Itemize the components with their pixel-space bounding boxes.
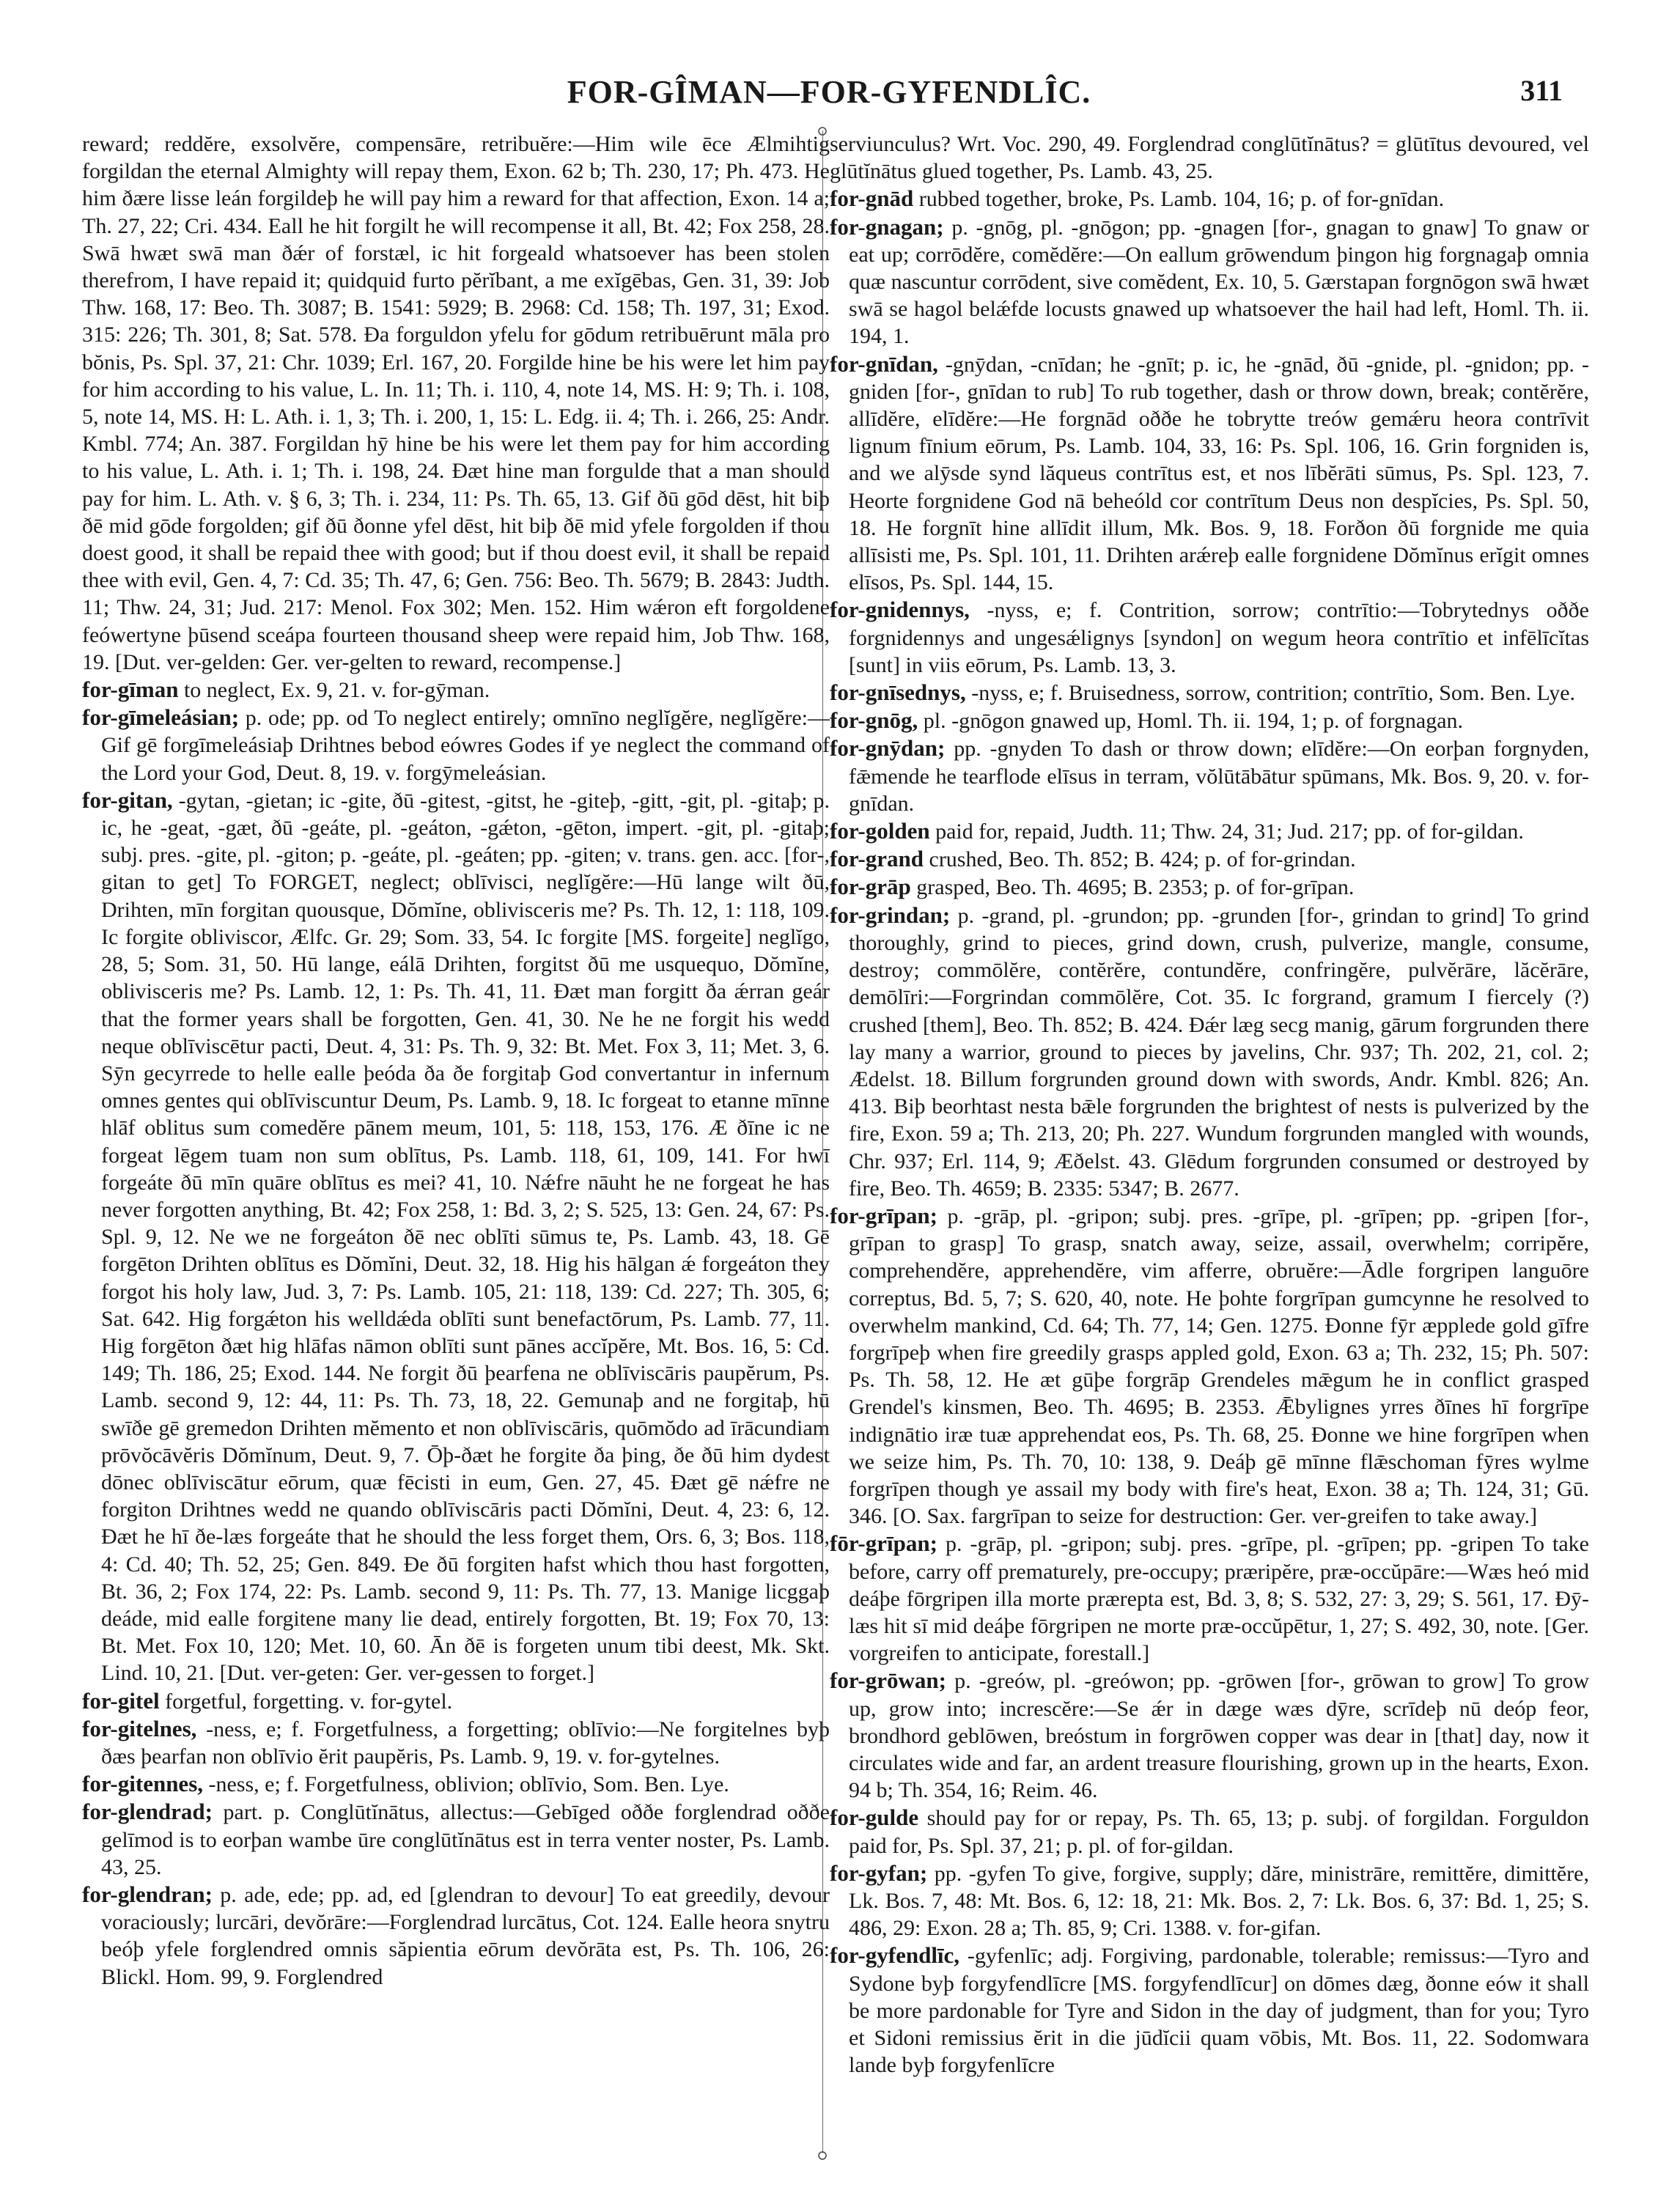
dictionary-entry <box>830 130 1589 185</box>
headword: for-gitan, <box>82 786 173 813</box>
entry-text: grasped, Beo. Th. 4695; B. 2353; p. of for-grīpan. <box>916 875 1355 900</box>
dictionary-entry <box>830 350 1589 597</box>
entry-text: p. ade, ede; pp. ad, ed [glendran to devour] To eat greedily, devour voraciously; lurcāri, devŏrāre:—Forglendrad lurcātus, Cot. 124. Ealle heora snytru beóþ yfele forglendred omnis săpientia eōrum devŏrāta est, Ps. Th. 106, 26: Blickl. Hom. 99, 9. Forglendred <box>101 1883 830 1989</box>
dictionary-entry <box>830 734 1589 817</box>
entry-text: -gyfenlīc; adj. Forgiving, pardonable, tolerable; remissus:—Tyro and Sydone byþ forgyfendlīcre [MS. forgyfendlīcur] on dōmes dæg, ðonne eów it shall be more pardonable for Tyre and Sidon in the day of judgment, than for you; Tyro et Sidoni remissius ĕrit in die jūdĭcii quam vōbis, Mt. Bos. 11, 22. Sodomwara lande byþ forgyfenlīcre <box>849 1944 1589 2078</box>
dictionary-entry <box>82 1687 830 1715</box>
dictionary-entry <box>830 817 1589 845</box>
dictionary-entry <box>82 676 830 704</box>
headword: for-gnīdan, <box>830 350 938 377</box>
headword: for-gyfendlīc, <box>830 1942 960 1969</box>
dictionary-entry <box>830 1202 1589 1530</box>
dictionary-entry <box>830 1804 1589 1859</box>
headword: for-gīmeleásian; <box>82 704 240 731</box>
right-column <box>830 130 1589 2161</box>
page-header <box>81 73 1577 117</box>
entry-text: reward; reddĕre, exsolvĕre, compensāre, retribuĕre:—Him wile ēce Ælmihtig forgildan the eternal Almighty will repay them, Exon. 62 b; Th. 230, 17; Ph. 473. He him ðære lisse leán forgildeþ he will pay him a reward for that affection, Exon. 14 a; Th. 27, 22; Cri. 434. Eall he hit forgilt he will recompense it all, Bt. 42; Fox 258, 28. Swā hwæt swā man ðǽr of forstæl, ic hit forgeald whatsoever has been stolen therefrom, I have repaid it; quidquid furto pĕrĭbant, a me exĭgēbas, Gen. 31, 39: Job Thw. 168, 17: Beo. Th. 3087; B. 1541: 5929; B. 2968: Cd. 158; Th. 197, 31; Exod. 315: 226; Th. 301, 8; Sat. 578. Ða forguldon yfelu for gōdum retribuērunt māla pro bŏnis, Ps. Spl. 37, 21: Chr. 1039; Erl. 167, 20. Forgilde hine be his were let him pay for him according to his value, L. In. 11; Th. i. 110, 4, note 14, MS. H: 9; Th. i. 108, 5, note 14, MS. H: L. Ath. i. 1, 3; Th. i. 200, 1, 15: L. Edg. ii. 4; Th. i. 266, 25: Andr. Kmbl. 774; An. 387. Forgildan hȳ hine be his were let them pay for him according to his value, L. Ath. i. 1; Th. i. 198, 24. Ðæt hine man forgulde that a man should pay for him. L. Ath. v. § 6, 3; Th. i. 234, 11: Ps. Th. 65, 13. Gif ðū gōd dēst, hit biþ ðē mid gōde forgolden; gif ðū ðonne yfel dēst, hit biþ ðē mid yfele forgolden if thou doest good, it shall be repaid thee with good; but if thou doest evil, it shall be repaid thee with evil, Gen. 4, 7: Cd. 35; Th. 47, 6; Gen. 756: Beo. Th. 5679; B. 2843: Judth. 11; Thw. 24, 31; Jud. 217: Menol. Fox 302; Men. 152. Him wǽron eft forgoldene feówertyne þūsend sceápa fourteen thousand sheep were repaid him, Job Thw. 168, 19. [Dut. ver-gelden: Ger. ver-gelten to reward, recompense.] <box>82 132 830 674</box>
dictionary-entry <box>830 1859 1589 1942</box>
entry-text: p. -greów, pl. -greówon; pp. -grōwen [for-, grōwan to grow] To grow up, grow into; increscĕre:—Se ǽr in dæge wæs dȳre, scrīdeþ nū deóp feor, brondhord geblōwen, breóstum in forgrōwen copper was dear in [that] day, now it circulates wide and far, an ardent treasure flourishing, grown up in the hearts, Exon. 94 b; Th. 354, 16; Reim. 46. <box>849 1669 1589 1803</box>
entry-text: -ness, e; f. Forgetfulness, oblivion; oblīvio, Som. Ben. Lye. <box>208 1772 729 1797</box>
entry-text: p. -gnōg, pl. -gnōgon; pp. -gnagen [for-, gnagan to gnaw] To gnaw or eat up; corrōdĕre, comĕdĕre:—On eallum grōwendum þingon hig forgnagaþ omnia quæ nascuntur corrōdent, sive comĕdent, Ex. 10, 5. Gærstapan forgnōgon swā hwæt swā se hagol belǽfde locusts gnawed up whatsoever the hail had left, Homl. Th. ii. 194, 1. <box>849 215 1589 349</box>
entry-text: rubbed together, broke, Ps. Lamb. 104, 16; p. of for-gnīdan. <box>918 187 1445 212</box>
left-column <box>82 130 830 2161</box>
entry-text: p. -grāp, pl. -gripon; subj. pres. -grīpe, pl. -grīpen; pp. -gripen To take before, carry off prematurely, pre-occupy; præripĕre, præ-occŭpāre:—Wæs heó mid deáþe fōrgripen illa morte prærepta est, Bd. 3, 8; S. 532, 27: 3, 29; S. 561, 17. Ðȳ-læs hit sī mid deáþe fōrgripen ne morte præ-occŭpētur, 1, 27; S. 492, 30, note. [Ger. vorgreifen to anticipate, forestall.] <box>849 1532 1589 1666</box>
headword: for-gulde <box>830 1804 919 1831</box>
headword: for-gnād <box>830 185 914 212</box>
dictionary-entry <box>830 596 1589 679</box>
dictionary-entry <box>830 873 1589 901</box>
entry-text: serviunculus? Wrt. Voc. 290, 49. Forglendrad conglūtĭnātus? = glūtītus devoured, vel glūtĭnātus glued together, Ps. Lamb. 43, 25. <box>830 132 1589 184</box>
headword: for-grāp <box>830 874 911 900</box>
dictionary-entry <box>830 213 1589 350</box>
page-number: 311 <box>1520 74 1563 107</box>
entry-text: p. ode; pp. od To neglect entirely; omnīno neglĭgĕre, neglĭgĕre:—Gif gē forgīmeleásiaþ Drihtnes bebod eówres Godes if ye neglect the command of the Lord your God, Deut. 8, 19. v. forgȳmeleásian. <box>101 706 830 785</box>
headword: for-grindan; <box>830 902 951 928</box>
headword: for-gnagan; <box>830 213 944 240</box>
dictionary-entry <box>830 1667 1589 1804</box>
entry-text: crushed, Beo. Th. 852; B. 424; p. of for-grindan. <box>929 847 1356 872</box>
headword: for-gnȳdan; <box>830 735 946 762</box>
headword: for-grīpan; <box>830 1202 937 1228</box>
dictionary-entry <box>830 845 1589 873</box>
entry-text: to neglect, Ex. 9, 21. v. for-gȳman. <box>183 678 490 703</box>
entry-text: p. -grand, pl. -grundon; pp. -grunden [for-, grindan to grind] To grind thoroughly, grind to pieces, grind down, crush, pulverize, mangle, consume, destroy; commōlĕre, contĕrĕre, contundĕre, confringĕre, pulvĕrāre, lăcĕrāre, demōlīri:—Forgrindan commōlĕre, Cot. 35. Ic forgrand, gramum I fiercely (?) crushed [them], Beo. Th. 852; B. 424. Ðǽr læg secg manig, gārum forgrunden there lay many a warrior, ground to pieces by javelins, Chr. 937; Th. 202, 21, col. 2; Ædelst. 18. Billum forgrunden ground down with swords, Andr. Kmbl. 826; An. 413. Biþ beorhtast nesta bǣle forgrunden the brightest of nests is pulverized by the fire, Exon. 59 a; Th. 213, 20; Ph. 227. Wundum forgrunden mangled with wounds, Chr. 937; Erl. 114, 9; Æðelst. 43. Glēdum forgrunden consumed or destroyed by fire, Beo. Th. 4659; B. 2335: 5347; B. 2677. <box>849 903 1589 1201</box>
entry-text: -nyss, e; f. Contrition, sorrow; contrītio:—Tobrytednys oððe forgnidennys and ungesǽlignys [syndon] on wegum heora contrītio et infēlīcĭtas [sunt] in viis eōrum, Ps. Lamb. 13, 3. <box>849 598 1589 677</box>
headword: for-golden <box>830 818 930 844</box>
entry-text: paid for, repaid, Judth. 11; Thw. 24, 31; Jud. 217; pp. of for-gildan. <box>935 819 1524 844</box>
dictionary-entry <box>830 185 1589 213</box>
headword: for-grand <box>830 846 924 872</box>
headword: for-gīman <box>82 676 179 703</box>
dictionary-entry <box>830 679 1589 707</box>
dictionary-entry <box>830 902 1589 1202</box>
dictionary-entry <box>82 1881 830 1991</box>
running-head: FOR-GÎMAN—FOR-GYFENDLÎC. <box>567 74 1091 110</box>
headword: for-gitennes, <box>82 1771 204 1797</box>
entry-text: -gytan, -gietan; ic -gite, ðū -gitest, -gitst, he -giteþ, -gitt, -git, pl. -gitaþ; p. ic, he -geat, -gæt, ðū -geáte, pl. -geáton, -gǽton, -gēton, impert. -git, pl. -gitaþ; subj. pres. -gite, pl. -giton; p. -geáte, pl. -geáten; pp. -giten; v. trans. gen. acc. [for-, gitan to get] To FORGET, neglect; oblīvisci, neglĭgĕre:—Hū lange wilt ðū, Drihten, mīn forgitan quousque, Dŏmĭne, oblivisceris me? Ps. Th. 12, 1: 118, 109. Ic forgite obliviscor, Ælfc. Gr. 29; Som. 33, 54. Ic forgite [MS. forgeite] neglĭgo, 28, 5; Som. 31, 50. Hū lange, eálā Drihten, forgitst ðū me usquequo, Dŏmĭne, oblivisceris me? Ps. Lamb. 12, 1: Ps. Th. 41, 11. Ðæt man forgitt ða ǽrran geár that the former years shall be forgotten, Gen. 41, 30. Ne he ne forgit his wedd neque oblīviscētur pacti, Deut. 4, 31: Ps. Th. 9, 32: Bt. Met. Fox 3, 11; Met. 3, 6. Sȳn gecyrrede to helle ealle þeóda ða ðe forgitaþ God convertantur in infernum omnes gentes qui oblīviscuntur Deum, Ps. Lamb. 9, 18. Ic forgeat to etanne mīnne hlāf oblitus sum comedĕre pānem meum, 101, 5: 118, 153, 176. Æ ðīne ic ne forgeat lēgem tuam non sum oblītus, Ps. Lamb. 118, 61, 109, 141. For hwī forgeáte ðū mīn quāre oblītus es mei? 41, 10. Nǽfre nāuht he ne forgeat he has never forgotten anything, Bt. 42; Fox 258, 1: Bd. 3, 2; S. 525, 13: Gen. 24, 67: Ps. Spl. 9, 12. Ne we ne forgeáton ðē nec oblīti sūmus te, Ps. Lamb. 43, 18. Gē forgēton Drihten oblītus es Dŏmĭni, Deut. 32, 18. Hig his hālgan ǽ forgeáton they forgot his holy law, Jud. 3, 7: Ps. Lamb. 105, 21: 118, 139: Cd. 227; Th. 305, 6; Sat. 642. Hig forgǽton his welldǽda oblīti sunt benefactōrum, Ps. Lamb. 77, 11. Hig forgēton ðæt hig hlāfas nāmon oblīti sunt pānes accĭpĕre, Mt. Bos. 16, 5: Cd. 149; Th. 186, 25; Exod. 144. Ne forgit ðū þearfena ne oblīviscāris paupĕrum, Ps. Lamb. second 9, 12: 44, 11: Ps. Th. 73, 18, 22. Gemunaþ and ne forgitaþ, hū swīðe gē gremedon Drihten mĕmento et non oblīviscāris, quōmŏdo ad īrācundiam prōvŏcāvĕris Dŏmĭnum, Deut. 9, 7. Ōþ-ðæt he forgite ða þing, ðe ðū him dydest dōnec oblīviscātur eōrum, quæ fēcisti in eum, Gen. 27, 45. Ðæt gē nǽfre ne forgiton Drihtnes wedd ne quando oblīviscāris pacti Dŏmĭni, Deut. 4, 23: 6, 12. Ðæt he hī ðe-læs forgeáte that he should the less forget them, Ors. 6, 3; Bos. 118, 4: Cd. 40; Th. 52, 25; Gen. 849. Ðe ðū forgiten hafst which thou hast forgotten, Bt. 36, 2; Fox 174, 22: Ps. Lamb. second 9, 11: Ps. Th. 77, 13. Manige licggaþ deáde, mid ealle forgitene many lie dead, entirely forgotten, Bt. 19; Fox 70, 13: Bt. Met. Fox 10, 120; Met. 10, 60. Ān ðē is forgeten unum tibi deest, Mk. Skt. Lind. 10, 21. [Dut. ver-geten: Ger. ver-gessen to forget.] <box>101 788 830 1686</box>
headword: for-grōwan; <box>830 1667 946 1694</box>
dictionary-entry <box>830 1942 1589 2079</box>
dictionary-entry <box>830 707 1589 734</box>
dictionary-entry <box>82 1798 830 1881</box>
headword: for-glendran; <box>82 1881 213 1907</box>
headword: for-gyfan; <box>830 1859 928 1886</box>
entry-text: -nyss, e; f. Bruisedness, sorrow, contrition; contrītio, Som. Ben. Lye. <box>971 681 1576 706</box>
dictionary-entry <box>82 130 830 676</box>
entry-text: part. p. Conglūtĭnātus, allectus:—Gebīged oððe forglendrad oððe gelīmod is to eorþan wambe ūre conglūtĭnātus est in terra venter noster, Ps. Lamb. 43, 25. <box>101 1800 830 1879</box>
entry-text: pp. -gyfen To give, forgive, supply; dăre, ministrāre, remittĕre, dimittĕre, Lk. Bos. 7, 48: Mt. Bos. 6, 12: 18, 21: Mk. Bos. 2, 7: Lk. Bos. 6, 37: Bd. 1, 25; S. 486, 29: Exon. 28 a; Th. 85, 9; Cri. 1388. v. for-gifan. <box>849 1861 1589 1941</box>
headword: for-gnōg, <box>830 707 918 734</box>
dictionary-entry <box>82 704 830 786</box>
entry-text: pl. -gnōgon gnawed up, Homl. Th. ii. 194, 1; p. of forgnagan. <box>923 709 1464 734</box>
headword: for-gnīsednys, <box>830 679 966 706</box>
headword: for-gitelnes, <box>82 1715 197 1741</box>
headword: for-gnidennys, <box>830 597 970 623</box>
entry-text: forgetful, forgetting. v. for-gytel. <box>165 1689 453 1714</box>
entry-text: -gnȳdan, -cnīdan; he -gnīt; p. ic, he -gnād, ðū -gnide, pl. -gnidon; pp. -gniden [for-, gnīdan to rub] To rub together, dash or throw down, break; contĕrĕre, allīdĕre, elīdĕre:—He forgnād oððe he tobrytte treów gemǽru heora contrīvit lignum fīnium eōrum, Ps. Lamb. 104, 33, 16: Ps. Spl. 106, 16. Grin forgniden is, and we alȳsde synd lăqueus contrītus est, et nos lībĕrāti sūmus, Ps. Spl. 123, 7. Heorte forgnidene God nā beheóld cor contrītum Deus non despĭcies, Ps. Spl. 50, 18. He forgnīt hine allīdit illum, Mk. Bos. 9, 18. Forðon ðū forgnide me quia allīsisti me, Ps. Spl. 101, 11. Drihten arǽreþ ealle forgnidene Dŏmĭnus erĭgit omnes elīsos, Ps. Spl. 144, 15. <box>849 352 1589 595</box>
dictionary-entry <box>82 1770 830 1798</box>
dictionary-entry <box>830 1530 1589 1667</box>
entry-text: -ness, e; f. Forgetfulness, a forgetting; oblīvio:—Ne forgitelnes byþ ðæs þearfan non oblīvio ĕrit paupĕris, Ps. Lamb. 9, 19. v. for-gytelnes. <box>101 1717 830 1769</box>
headword: for-glendrad; <box>82 1799 213 1825</box>
entry-text: should pay for or repay, Ps. Th. 65, 13; p. subj. of forgildan. Forguldon paid for, Ps. Spl. 37, 21; p. pl. of for-gildan. <box>849 1806 1589 1858</box>
entry-text: pp. -gnyden To dash or throw down; elīdĕre:—On eorþan forgnyden, fǣmende he tearflode elīsus in terram, vŏlūtābātur spūmans, Mk. Bos. 9, 20. v. for-gnīdan. <box>849 737 1589 816</box>
headword: fōr-grīpan; <box>830 1530 937 1557</box>
entry-text: p. -grāp, pl. -gripon; subj. pres. -grīpe, pl. -grīpen; pp. -gripen [for-, grīpan to grasp] To grasp, snatch away, seize, assail, overwhelm; corripĕre, comprehendĕre, apprehendĕre, vim afferre, obruĕre:—Ādle forgripen languōre correptus, Bd. 5, 7; S. 620, 40, note. He þohte forgrīpan gumcynne he resolved to overwhelm mankind, Cd. 64; Th. 77, 14; Gen. 1275. Ðonne fȳr æpplede gold gīfre forgrīpeþ when fire greedily grasps appled gold, Exon. 63 a; Th. 232, 15; Ph. 507: Ps. Th. 58, 12. He æt gūþe forgrāp Grendeles mǣgum he in conflict grasped Grendel's kinsmen, Beo. Th. 4695; B. 2353. Ǣbylignes yrres ðīnes hī forgrīpe indignātio iræ tuæ apprehendat eos, Ps. Th. 68, 25. Ðonne we hine forgrīpen when we seize him, Ps. Th. 70, 10: 138, 9. Deáþ gē mīnne flǣschoman fȳres wylme forgrīpen though ye assail my body with fire's heat, Exon. 38 a; Th. 124, 31; Gū. 346. [O. Sax. fargrīpan to seize for destruction: Ger. ver-greifen to take away.] <box>849 1203 1589 1529</box>
headword: for-gitel <box>82 1687 160 1714</box>
dictionary-entry <box>82 1715 830 1770</box>
dictionary-entry <box>82 786 830 1687</box>
